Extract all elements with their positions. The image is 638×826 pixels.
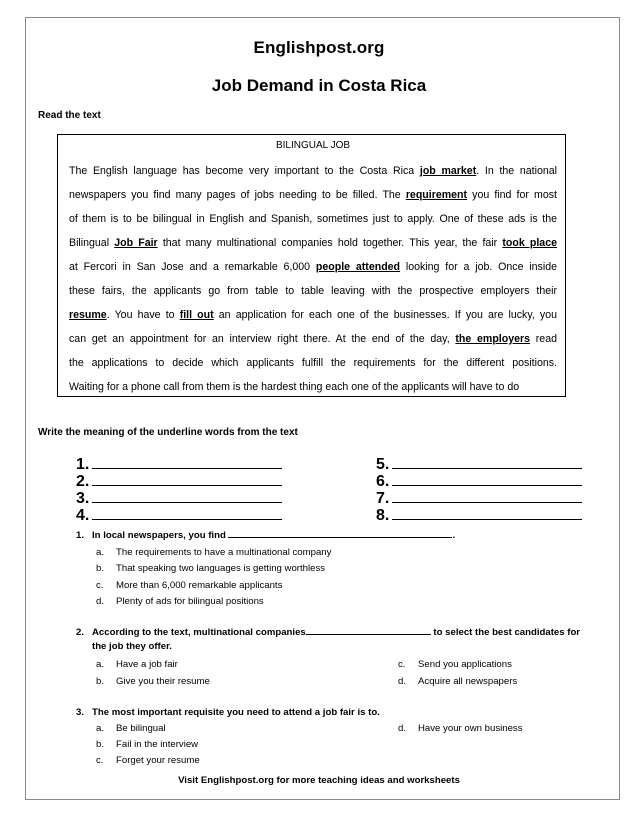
blank-number: 2. — [76, 473, 90, 490]
reading-text-box — [57, 134, 566, 397]
option-text: Give you their resume — [116, 676, 210, 687]
reading-text: newspapers you find many pages of jobs needing to be filled. The — [69, 189, 406, 201]
reading-text: The English language has become very important to the Costa Rica — [69, 165, 420, 177]
option-text: Plenty of ads for bilingual positions — [116, 596, 264, 607]
blank-row[interactable] — [376, 456, 582, 474]
option-letter: a. — [96, 547, 105, 558]
question-number: 1. — [76, 530, 85, 541]
answer-line[interactable] — [392, 494, 582, 503]
option-text: Send you applications — [418, 659, 512, 670]
reading-line — [69, 351, 557, 375]
blank-number: 7. — [376, 490, 390, 507]
option-1b[interactable] — [96, 563, 325, 574]
option-letter: d. — [398, 676, 407, 687]
option-1c[interactable] — [96, 580, 282, 591]
question-number: 3. — [76, 707, 85, 718]
answer-line[interactable] — [92, 477, 282, 486]
reading-line — [69, 183, 557, 207]
reading-line — [69, 207, 557, 231]
option-letter: c. — [398, 659, 406, 670]
reading-heading: BILINGUAL JOB — [275, 140, 351, 151]
answer-line[interactable] — [392, 477, 582, 486]
answer-line[interactable] — [92, 511, 282, 520]
blank-row[interactable] — [76, 490, 282, 508]
option-letter: a. — [96, 659, 105, 670]
reading-text: Waiting for a phone call from them is the hardest thing each one of the applicants will have to do — [69, 381, 520, 393]
page-title: Job Demand in Costa Rica — [211, 76, 427, 95]
underlined-vocab-word: the employers — [455, 333, 531, 345]
question-text-continued: the job they offer. — [92, 641, 172, 652]
blank-row[interactable] — [376, 490, 582, 508]
reading-text: . In the national — [476, 165, 558, 177]
option-letter: d. — [398, 723, 407, 734]
option-2d[interactable] — [398, 676, 517, 687]
answer-line[interactable] — [392, 511, 582, 520]
option-text: Be bilingual — [116, 723, 166, 734]
blank-number: 4. — [76, 507, 90, 524]
reading-text: Bilingual — [69, 237, 115, 249]
reading-line — [69, 375, 557, 399]
question-stem — [76, 530, 455, 541]
option-text: Forget your resume — [116, 755, 200, 766]
reading-line — [69, 279, 557, 303]
answer-line[interactable] — [228, 530, 452, 538]
reading-line — [69, 159, 557, 183]
blank-row[interactable] — [76, 507, 282, 525]
option-3b[interactable] — [96, 739, 198, 750]
blank-row[interactable] — [376, 473, 582, 491]
reading-line — [69, 327, 557, 351]
option-3c[interactable] — [96, 755, 200, 766]
option-2c[interactable] — [398, 659, 512, 670]
option-1d[interactable] — [96, 596, 264, 607]
answer-line[interactable] — [306, 627, 431, 635]
option-2a[interactable] — [96, 659, 178, 670]
option-letter: c. — [96, 755, 104, 766]
reading-text: . You have to — [106, 309, 180, 321]
reading-text: that many multinational companies hold together. This year, the fair — [157, 237, 503, 249]
option-text: More than 6,000 remarkable applicants — [116, 580, 283, 591]
blank-number: 3. — [76, 490, 90, 507]
underlined-vocab-word: people attended — [315, 261, 401, 273]
reading-text: these fairs, the applicants go from table to table leaving with the prospective employers their — [69, 285, 557, 297]
blank-number: 1. — [76, 456, 90, 473]
answer-line[interactable] — [392, 460, 582, 469]
reading-text: at Fercori in San Jose and a remarkable 6,000 — [69, 261, 316, 273]
question-stem — [76, 707, 380, 718]
write-instruction: Write the meaning of the underline words from the text — [38, 427, 298, 438]
option-letter: b. — [96, 676, 105, 687]
blank-row[interactable] — [376, 507, 582, 525]
question-text: According to the text, multinational companies — [92, 627, 306, 638]
question-3 — [76, 707, 380, 718]
reading-line — [69, 255, 557, 279]
reading-text: you find for most — [467, 189, 557, 201]
reading-text: read — [530, 333, 557, 345]
underlined-vocab-word: requirement — [405, 189, 468, 201]
option-text: Acquire all newspapers — [418, 676, 518, 687]
option-text: That speaking two languages is getting worthless — [116, 563, 326, 574]
question-stem — [76, 627, 580, 638]
option-text: Fail in the interview — [116, 739, 199, 750]
option-letter: a. — [96, 723, 105, 734]
reading-line — [69, 303, 557, 327]
reading-text: of them is to be bilingual in English and Spanish, sometimes just to apply. One of these ads is the — [69, 213, 557, 225]
reading-text: looking for a job. Once inside — [400, 261, 557, 273]
reading-text: the applications to decide which applicants fulfill the requirements for the different positions. — [69, 357, 557, 369]
option-3d[interactable] — [398, 723, 523, 734]
question-text-end: to select the best candidates for — [430, 627, 581, 638]
question-text-end: . — [452, 530, 456, 541]
question-number: 2. — [76, 627, 85, 638]
underlined-vocab-word: took place — [502, 237, 557, 249]
underlined-vocab-word: job market — [419, 165, 477, 177]
site-title: Englishpost.org — [253, 38, 385, 57]
option-text: The requirements to have a multinational company — [116, 547, 332, 558]
answer-line[interactable] — [92, 494, 282, 503]
underlined-vocab-word: resume — [69, 309, 107, 321]
underlined-vocab-word: Job Fair — [114, 237, 158, 249]
read-instruction: Read the text — [38, 110, 101, 121]
option-letter: b. — [96, 739, 105, 750]
option-1a[interactable] — [96, 547, 331, 558]
reading-text: an application for each one of the businesses. If you are lucky, you — [213, 309, 557, 321]
answer-line[interactable] — [92, 460, 282, 469]
reading-paragraph — [69, 159, 557, 399]
blank-row[interactable] — [76, 473, 282, 491]
option-text: Have your own business — [418, 723, 523, 734]
option-letter: d. — [96, 596, 105, 607]
question-2 — [76, 627, 580, 652]
reading-text: can get an appointment for an interview right there. At the end of the day, — [69, 333, 456, 345]
reading-line — [69, 231, 557, 255]
question-text: The most important requisite you need to attend a job fair is to. — [92, 707, 380, 718]
question-1 — [76, 530, 455, 541]
option-letter: c. — [96, 580, 104, 591]
option-text: Have a job fair — [116, 659, 178, 670]
option-3a[interactable] — [96, 723, 166, 734]
underlined-vocab-word: fill out — [179, 309, 214, 321]
option-2b[interactable] — [96, 676, 210, 687]
blank-number: 6. — [376, 473, 390, 490]
blank-number: 8. — [376, 507, 390, 524]
blank-row[interactable] — [76, 456, 282, 474]
blank-number: 5. — [376, 456, 390, 473]
question-text: In local newspapers, you find — [92, 530, 226, 541]
footer-note: Visit Englishpost.org for more teaching ideas and worksheets — [178, 775, 460, 786]
option-letter: b. — [96, 563, 105, 574]
